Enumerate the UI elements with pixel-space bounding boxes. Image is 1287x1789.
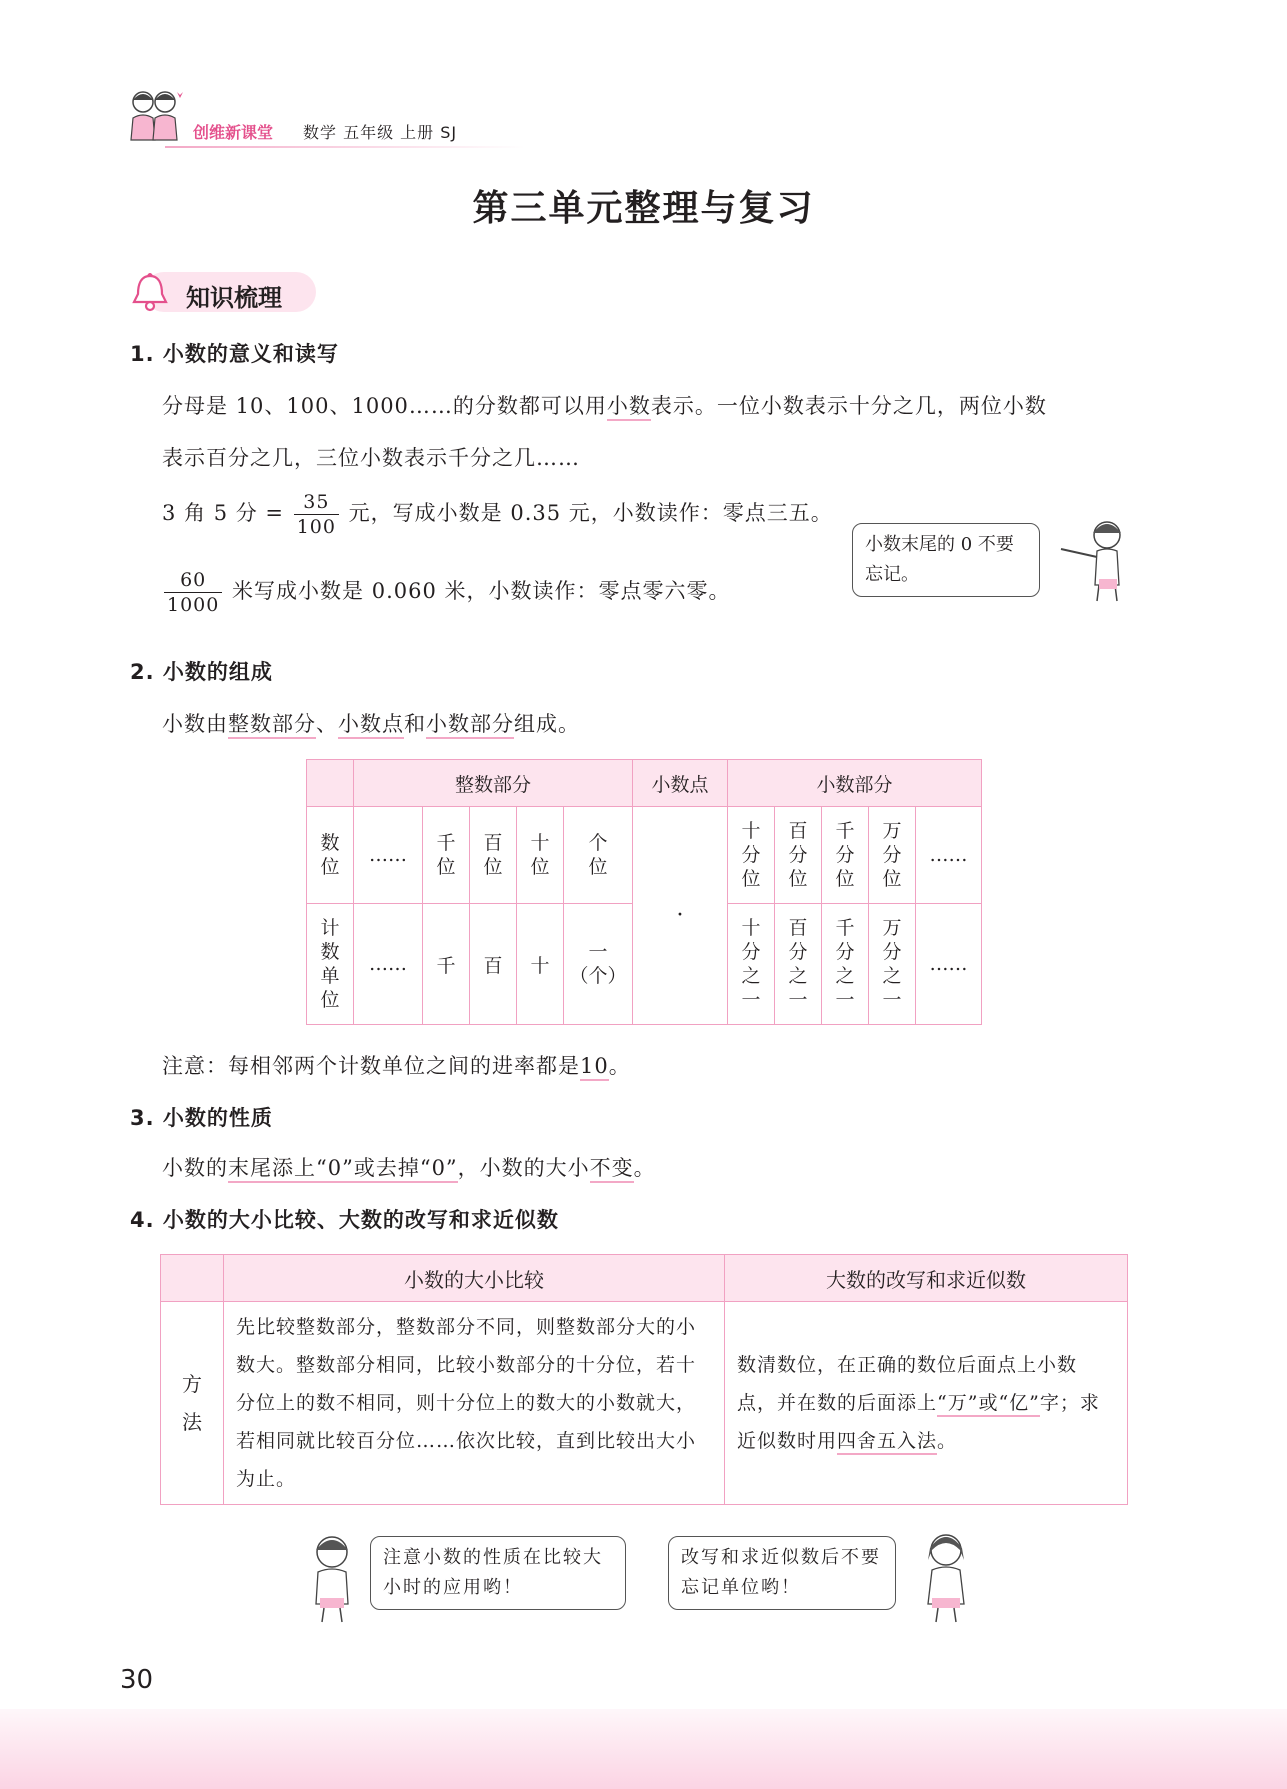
rewrite-method-cell xyxy=(725,1302,1128,1505)
s2-text: 、 xyxy=(316,712,338,736)
cell-text: 万分之一 xyxy=(882,917,902,1011)
cell-place xyxy=(728,807,775,904)
section-tab-label: 知识梳理 xyxy=(186,284,282,312)
row-label-text: 数位 xyxy=(320,832,340,878)
s2-paragraph xyxy=(162,708,580,738)
fraction-numerator: 35 xyxy=(294,490,339,515)
row-label-method xyxy=(161,1302,224,1505)
cell-ellipsis: …… xyxy=(916,904,982,1025)
header-divider xyxy=(165,146,525,148)
s2-text: 组成。 xyxy=(514,712,580,736)
rewrite-text: 字；求近似数时用 xyxy=(737,1392,1100,1452)
s1-text: 表示。一位小数表示十分之几，两位小数 xyxy=(650,394,1047,418)
cell-text: 万分位 xyxy=(882,820,902,890)
section-1-heading: 1. 小数的意义和读写 xyxy=(130,342,339,366)
s1-paragraph-line2: 表示百分之几，三位小数表示千分之几…… xyxy=(162,446,580,470)
cell-unit xyxy=(775,904,822,1025)
section-tab xyxy=(130,270,318,314)
cell-place xyxy=(869,807,916,904)
s3-text: ，小数的大小 xyxy=(457,1156,590,1180)
row-label-text: 计数单位 xyxy=(320,917,340,1011)
footer-band xyxy=(0,1709,1287,1789)
fraction-denominator: 1000 xyxy=(167,594,220,616)
header-decimal-part: 小数部分 xyxy=(728,760,982,807)
cell-ellipsis: …… xyxy=(916,807,982,904)
s2-note xyxy=(162,1050,631,1080)
cell-unit xyxy=(869,904,916,1025)
s1-highlight: 小数 xyxy=(607,394,651,421)
rewrite-text: 。 xyxy=(937,1430,958,1452)
s1-ex1-prefix: 3 角 5 分 = xyxy=(162,501,285,525)
s2-note-text: 注意：每相邻两个计数单位之间的进率都是 xyxy=(162,1054,580,1078)
rewrite-highlight: 四舍五入法 xyxy=(837,1430,937,1455)
cell-ellipsis: …… xyxy=(354,904,423,1025)
girl-figure-icon xyxy=(910,1524,980,1624)
section-2-heading: 2. 小数的组成 xyxy=(130,660,273,684)
s1-ex2-suffix: 米写成小数是 0.060 米，小数读作：零点零六零。 xyxy=(232,579,731,603)
fraction xyxy=(294,490,339,539)
rewrite-highlight: “万”或“亿” xyxy=(937,1392,1040,1417)
s2-text: 小数由 xyxy=(162,712,228,736)
cell-text: 千分之一 xyxy=(835,917,855,1011)
cell-text: 千位 xyxy=(436,832,456,878)
s2-highlight: 小数部分 xyxy=(426,712,514,739)
s2-note-text: 。 xyxy=(608,1054,631,1078)
cell-decimal-point: · xyxy=(633,807,728,1025)
cell-text: 百位 xyxy=(483,832,503,878)
row-label-digit-place xyxy=(307,807,354,904)
compare-method-text: 先比较整数部分，整数部分不同，则整数部分大的小数大。整数部分相同，比较小数部分的十分位，若十分位上的数不相同，则十分位上的数大的小数就大，若相同就比较百分位……依次比较，直到比较出大小为止。 xyxy=(224,1302,725,1505)
s3-text: 小数的 xyxy=(162,1156,228,1180)
cell-unit xyxy=(822,904,869,1025)
cell-place xyxy=(470,807,517,904)
s1-example-1 xyxy=(162,490,833,539)
s1-ex1-suffix: 元，写成小数是 0.35 元，小数读作：零点三五。 xyxy=(348,501,833,525)
fraction xyxy=(164,568,222,617)
cell-text: 个位 xyxy=(588,832,608,878)
cell-text: 百分之一 xyxy=(788,917,808,1011)
cell-place xyxy=(775,807,822,904)
brand-name: 创维新课堂 xyxy=(193,123,274,142)
s2-text: 和 xyxy=(404,712,426,736)
cell-ellipsis: …… xyxy=(354,807,423,904)
row-label-text: 方法 xyxy=(182,1372,202,1434)
s3-paragraph xyxy=(162,1152,656,1182)
page-header xyxy=(125,86,555,156)
s2-note-highlight: 10 xyxy=(580,1054,609,1081)
section-4-heading: 4. 小数的大小比较、大数的改写和求近似数 xyxy=(130,1208,559,1232)
header-decimal-point: 小数点 xyxy=(633,760,728,807)
cell-unit: 十 xyxy=(517,904,564,1025)
girl-pointing-icon xyxy=(1055,515,1135,605)
cell-unit xyxy=(728,904,775,1025)
cell-text: 十位 xyxy=(530,832,550,878)
cell-place xyxy=(564,807,633,904)
cell-place xyxy=(822,807,869,904)
cell-place xyxy=(517,807,564,904)
tip-bubble-zero: 小数末尾的 0 不要忘记。 xyxy=(852,523,1040,597)
fraction-denominator: 100 xyxy=(296,516,336,538)
tip-bubble-left: 注意小数的性质在比较大小时的应用哟！ xyxy=(370,1536,626,1610)
header-rewrite: 大数的改写和求近似数 xyxy=(725,1255,1128,1302)
header-compare: 小数的大小比较 xyxy=(224,1255,725,1302)
page-title: 第三单元整理与复习 xyxy=(472,188,815,229)
cell-unit xyxy=(564,904,633,1025)
cell-text: 一（个） xyxy=(569,941,627,987)
cell-text: 十分位 xyxy=(741,820,761,890)
table-corner xyxy=(161,1255,224,1302)
s3-highlight: 末尾添上“0”或去掉“0” xyxy=(228,1156,458,1183)
row-label-counting-unit xyxy=(307,904,354,1025)
place-value-table xyxy=(306,759,982,1025)
kids-logo-icon xyxy=(125,86,187,152)
methods-table xyxy=(160,1254,1128,1505)
section-3-heading: 3. 小数的性质 xyxy=(130,1106,273,1130)
cell-text: 千分位 xyxy=(835,820,855,890)
s1-text: 分母是 10、100、1000……的分数都可以用 xyxy=(162,394,607,418)
cell-place xyxy=(423,807,470,904)
book-subject: 数学 五年级 上册 SJ xyxy=(303,123,458,142)
s1-paragraph-line1 xyxy=(162,390,1047,420)
cell-text: 百分位 xyxy=(788,820,808,890)
rewrite-text: 数清数位，在正确的数位后面点上小数点，并在数的后面添上 xyxy=(737,1354,1078,1414)
table-corner xyxy=(307,760,354,807)
s2-highlight: 整数部分 xyxy=(228,712,316,739)
cell-text: 十分之一 xyxy=(741,917,761,1011)
s2-highlight: 小数点 xyxy=(338,712,404,739)
bell-icon xyxy=(130,270,170,314)
s3-highlight: 不变 xyxy=(590,1156,634,1183)
header-integer-part: 整数部分 xyxy=(354,760,633,807)
cell-unit: 百 xyxy=(470,904,517,1025)
cell-unit: 千 xyxy=(423,904,470,1025)
fraction-numerator: 60 xyxy=(164,568,222,593)
s1-example-2 xyxy=(162,568,731,617)
boy-figure-icon xyxy=(300,1528,364,1624)
page-number: 30 xyxy=(120,1665,154,1695)
tip-bubble-right: 改写和求近似数后不要忘记单位哟！ xyxy=(668,1536,896,1610)
s3-text: 。 xyxy=(633,1156,656,1180)
